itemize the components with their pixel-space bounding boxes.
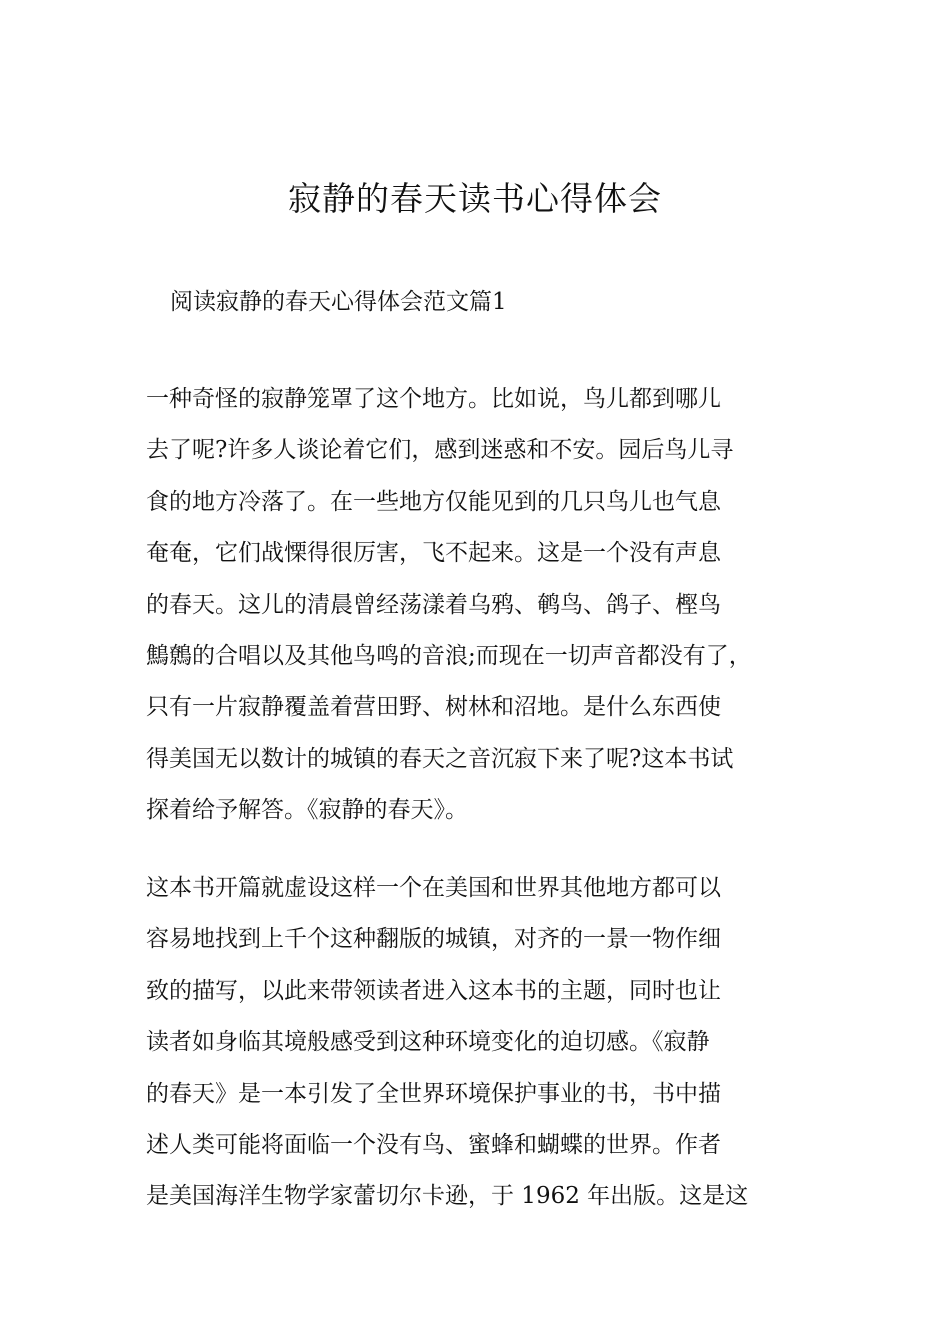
paragraph-line: 得美国无以数计的城镇的春天之音沉寂下来了呢?这本书试 [146,745,734,772]
paragraph-line: 读者如身临其境般感受到这种环境变化的迫切感。《寂静 [146,1029,710,1056]
paragraph-1 [146,374,846,837]
paragraph-line: 致的描写，以此来带领读者进入这本书的主题，同时也让 [146,977,721,1004]
paragraph-line: 容易地找到上千个这种翻版的城镇，对齐的一景一物作细 [146,926,721,953]
document-title: 寂静的春天读书心得体会 [288,179,662,218]
paragraph-line: 这本书开篇就虚设这样一个在美国和世界其他地方都可以 [146,875,721,901]
paragraph-line: 鷦鷯的合唱以及其他鸟鸣的音浪;而现在一切声音都没有了， [146,642,752,669]
paragraph-line: 食的地方冷落了。在一些地方仅能见到的几只鸟儿也气息 [146,488,721,515]
paragraph-line: 只有一片寂静覆盖着营田野、树林和沼地。是什么东西使 [146,694,721,721]
paragraph-line: 是美国海洋生物学家蕾切尔卡逊，于 1962 年出版。这是这 [146,1183,749,1210]
paragraph-line: 的春天。这儿的清晨曾经荡漾着乌鸦、鹌鸟、鸽子、樫鸟 [146,591,721,618]
paragraph-line: 述人类可能将面临一个没有鸟、蜜蜂和蝴蝶的世界。作者 [146,1131,721,1158]
paragraph-line: 奄奄，它们战慄得很厉害，飞不起来。这是一个没有声息 [146,540,721,567]
section-heading: 阅读寂静的春天心得体会范文篇1 [170,289,507,315]
paragraph-line: 一种奇怪的寂静笼罩了这个地方。比如说，鸟儿都到哪儿 [146,386,721,412]
paragraph-line: 的春天》是一本引发了全世界环境保护事业的书，书中描 [146,1080,721,1107]
paragraph-2 [146,863,846,1223]
paragraph-line: 去了呢?许多人谈论着它们，感到迷惑和不安。园后鸟儿寻 [146,437,734,464]
paragraph-line: 探着给予解答。《寂静的春天》。 [146,797,468,824]
